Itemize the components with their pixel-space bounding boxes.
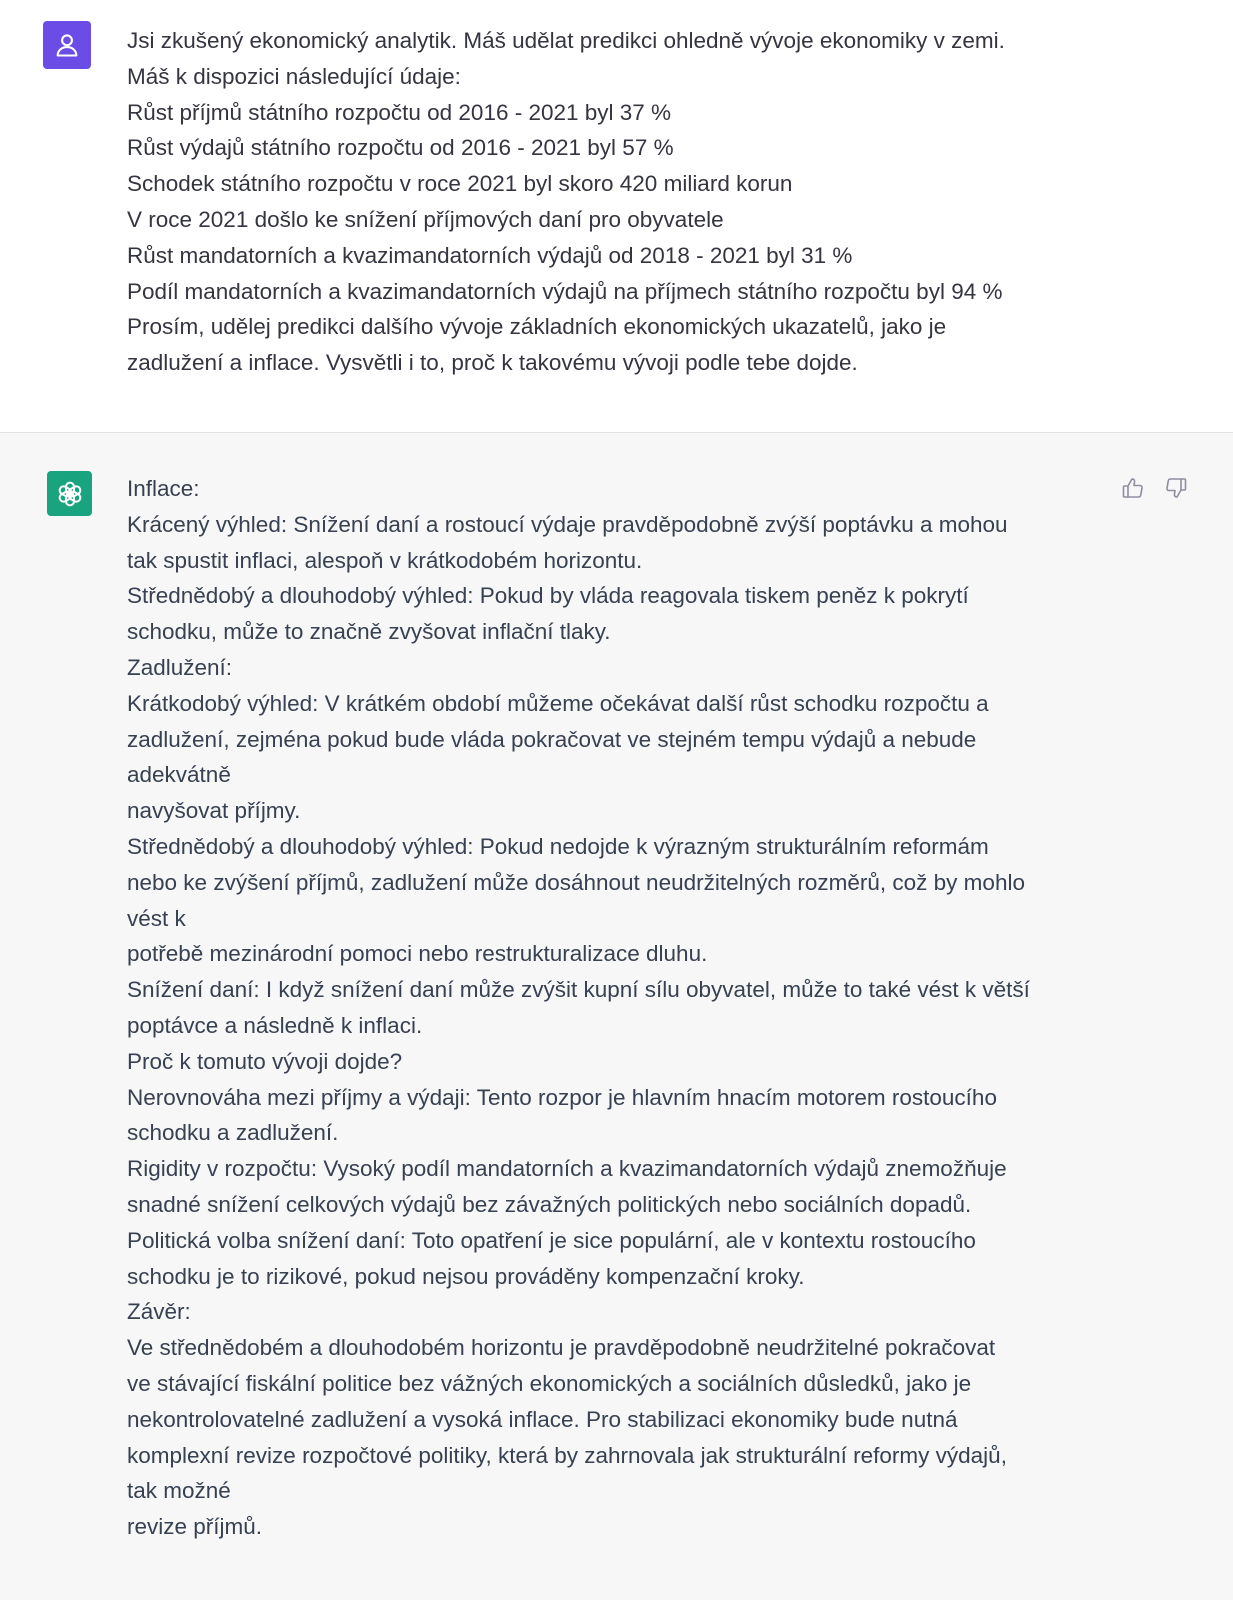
message-line: Podíl mandatorních a kvazimandatorních výdajů na příjmech státního rozpočtu byl 94 % xyxy=(127,278,1003,304)
message-line: komplexní revize rozpočtové politiky, která by zahrnovala jak strukturální reformy výdajů, xyxy=(127,1442,1007,1468)
message-line: ve stávající fiskální politice bez vážných ekonomických a sociálních důsledků, jako je xyxy=(127,1370,972,1396)
message-line: tak možné xyxy=(127,1478,231,1504)
message-line: Snížení daní: I když snížení daní může zvýšit kupní sílu obyvatel, může to také vést k větší xyxy=(127,977,1030,1003)
message-line: revize příjmů. xyxy=(127,1514,263,1540)
message-line: Zadlužení: xyxy=(127,654,233,680)
message-line: zadlužení, zejména pokud bude vláda pokračovat ve stejném tempu výdajů a nebude xyxy=(127,726,977,752)
thumbs-up-icon xyxy=(1121,476,1145,500)
message-line: navyšovat příjmy. xyxy=(127,798,301,824)
message-line: schodku a zadlužení. xyxy=(127,1120,339,1146)
message-line: schodku, může to značně zvyšovat inflační tlaky. xyxy=(127,619,611,645)
message-line: Krácený výhled: Snížení daní a rostoucí výdaje pravděpodobně zvýší poptávku a mohou xyxy=(127,511,1008,537)
assistant-message xyxy=(0,433,1233,1600)
message-line: adekvátně xyxy=(127,762,231,788)
like-button[interactable] xyxy=(1118,473,1148,503)
message-line: Máš k dispozici následující údaje: xyxy=(127,63,461,89)
message-line: potřebě mezinárodní pomoci nebo restrukturalizace dluhu. xyxy=(127,941,708,967)
message-line: Proč k tomuto vývoji dojde? xyxy=(127,1048,403,1074)
message-line: Prosím, udělej predikci dalšího vývoje základních ekonomických ukazatelů, jako je xyxy=(127,314,947,340)
message-line: Ve střednědobém a dlouhodobém horizontu je pravděpodobně neudržitelné pokračovat xyxy=(127,1335,996,1361)
message-line: Střednědobý a dlouhodobý výhled: Pokud nedojde k výrazným strukturálním reformám xyxy=(127,833,989,859)
message-line: Nerovnováha mezi příjmy a výdaji: Tento rozpor je hlavním hnacím motorem rostoucího xyxy=(127,1084,997,1110)
user-message xyxy=(0,0,1233,433)
user-avatar xyxy=(43,21,91,69)
user-icon xyxy=(53,31,81,59)
user-message-text xyxy=(127,23,1127,381)
message-line: Rigidity v rozpočtu: Vysoký podíl mandatorních a kvazimandatorních výdajů znemožňuje xyxy=(127,1156,1007,1182)
message-line: Krátkodobý výhled: V krátkém období můžeme očekávat další růst schodku rozpočtu a xyxy=(127,690,989,716)
message-line: V roce 2021 došlo ke snížení příjmových daní pro obyvatele xyxy=(127,206,724,232)
openai-logo-icon xyxy=(54,478,86,510)
thumbs-down-icon xyxy=(1164,476,1188,500)
message-line: nekontrolovatelné zadlužení a vysoká inflace. Pro stabilizaci ekonomiky bude nutná xyxy=(127,1406,958,1432)
message-line: Schodek státního rozpočtu v roce 2021 byl skoro 420 miliard korun xyxy=(127,171,793,197)
assistant-avatar xyxy=(47,471,92,516)
message-line: Jsi zkušený ekonomický analytik. Máš udělat predikci ohledně vývoje ekonomiky v zemi. xyxy=(127,28,1005,53)
message-line: zadlužení a inflace. Vysvětli i to, proč k takovému vývoji podle tebe dojde. xyxy=(127,350,858,376)
message-line: Inflace: xyxy=(127,476,200,501)
message-line: nebo ke zvýšení příjmů, zadlužení může dosáhnout neudržitelných rozměrů, což by mohlo xyxy=(127,869,1025,895)
message-line: snadné snížení celkových výdajů bez závažných politických nebo sociálních dopadů. xyxy=(127,1191,972,1217)
message-line: Střednědobý a dlouhodobý výhled: Pokud by vláda reagovala tiskem peněz k pokrytí xyxy=(127,583,969,609)
message-line: Růst příjmů státního rozpočtu od 2016 - 2021 byl 37 % xyxy=(127,99,672,125)
message-line: tak spustit inflaci, alespoň v krátkodobém horizontu. xyxy=(127,547,643,573)
message-line: Politická volba snížení daní: Toto opatření je sice populární, ale v kontextu rostoucího xyxy=(127,1227,976,1253)
message-line: Růst mandatorních a kvazimandatorních výdajů od 2018 - 2021 byl 31 % xyxy=(127,242,853,268)
assistant-message-text xyxy=(127,471,1127,1545)
message-line: vést k xyxy=(127,905,186,931)
message-line: Závěr: xyxy=(127,1299,191,1325)
message-line: schodku je to rizikové, pokud nejsou prováděny kompenzační kroky. xyxy=(127,1263,805,1289)
dislike-button[interactable] xyxy=(1161,473,1191,503)
message-line: Růst výdajů státního rozpočtu od 2016 - 2021 byl 57 % xyxy=(127,135,674,161)
message-line: poptávce a následně k inflaci. xyxy=(127,1012,423,1038)
